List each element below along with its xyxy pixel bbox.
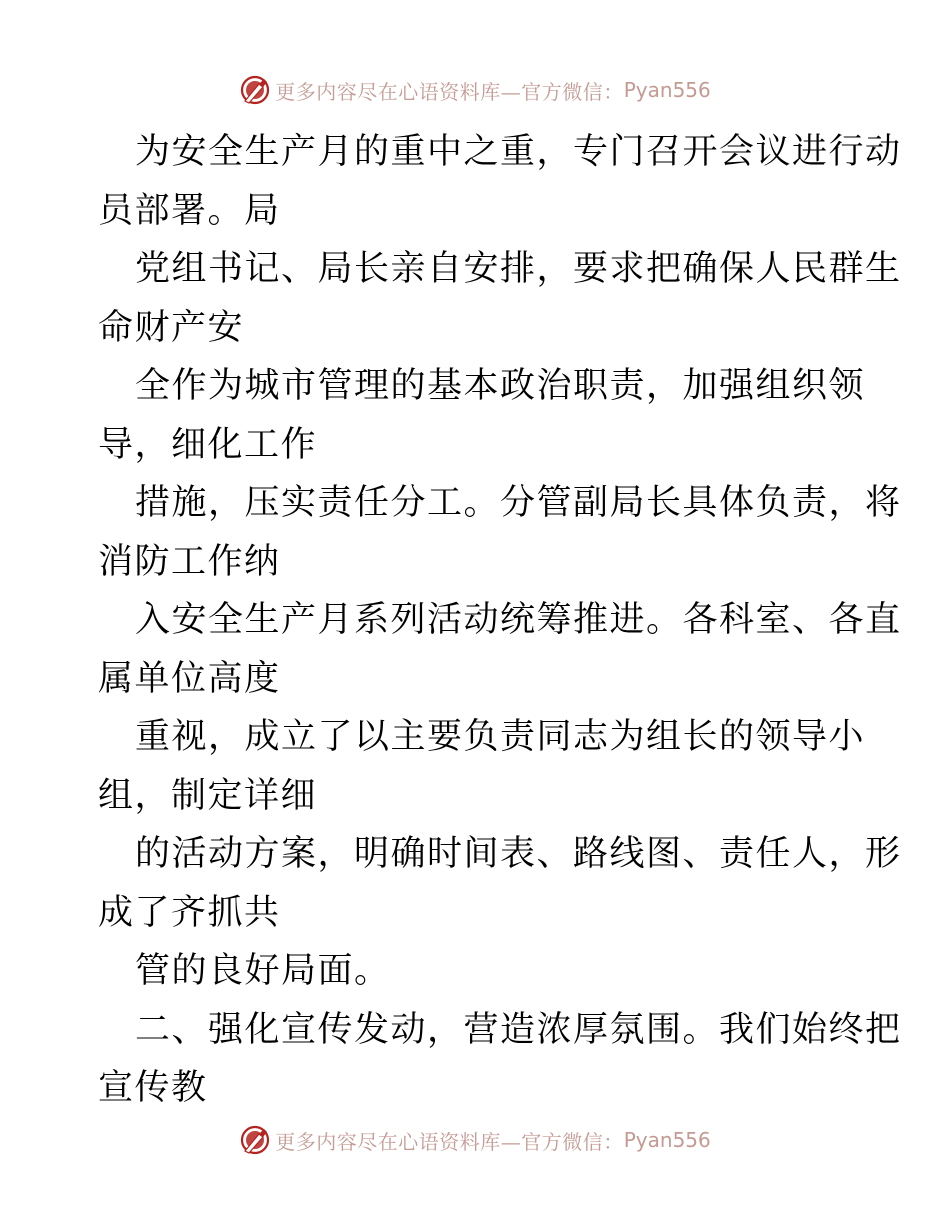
text-line: 二、强化宣传发动，营造浓厚氛围。我们始终把: [135, 1009, 902, 1050]
footer-banner-id: Pyan556: [623, 1128, 711, 1152]
text-line: 命财产安: [98, 307, 245, 348]
text-line: 消防工作纳: [98, 541, 281, 582]
text-line: 属单位高度: [98, 658, 281, 699]
text-line: 重视，成立了以主要负责同志为组长的领导小: [135, 717, 866, 757]
text-line: 员部署。局: [98, 190, 281, 231]
header-watermark-banner: [0, 73, 950, 107]
header-banner-id: Pyan556: [623, 78, 711, 102]
text-line: 全作为城市管理的基本政治职责，加强组织领: [135, 366, 866, 406]
document-body: [98, 123, 902, 1118]
header-banner-text: 更多内容尽在心语资料库—官方微信：: [275, 79, 624, 104]
text-line: 管的良好局面。: [135, 951, 391, 991]
pen-logo-icon: [239, 74, 271, 106]
text-line: 入安全生产月系列活动统筹推进。各科室、各直: [135, 600, 902, 640]
text-line: 组，制定详细: [98, 775, 318, 816]
text-line: 宣传教: [98, 1068, 208, 1108]
footer-banner-text: 更多内容尽在心语资料库—官方微信：: [275, 1129, 624, 1154]
text-line: 为安全生产月的重中之重，专门召开会议进行动: [135, 132, 902, 172]
text-line: 的活动方案，明确时间表、路线图、责任人，形: [135, 834, 902, 874]
footer-watermark-banner: [0, 1123, 950, 1157]
text-line: 措施，压实责任分工。分管副局长具体负责，将: [135, 483, 902, 523]
text-line: 党组书记、局长亲自安排，要求把确保人民群生: [135, 249, 902, 289]
pen-logo-icon: [239, 1124, 271, 1156]
text-line: 导，细化工作: [98, 424, 318, 465]
text-line: 成了齐抓共: [98, 892, 281, 933]
